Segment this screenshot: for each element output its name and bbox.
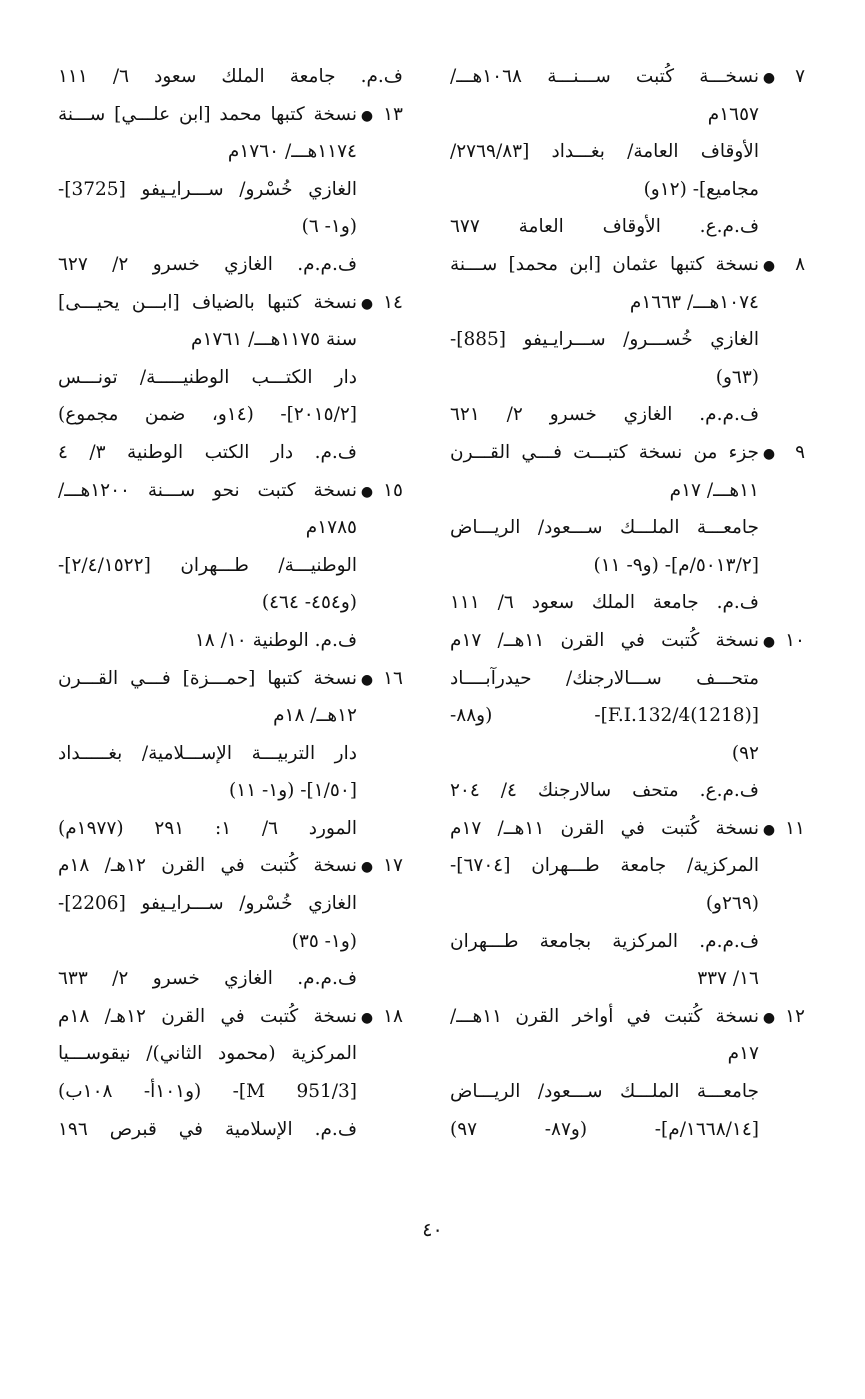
entry-heading xyxy=(58,472,403,510)
entry-line: ١١هـــ/ ١٧م xyxy=(669,479,759,501)
entry-line: المركزية/ جامعة طـــهران [٦٧٠٤]- xyxy=(450,855,759,877)
list-item xyxy=(58,58,403,96)
entry-heading xyxy=(450,434,805,472)
list-item xyxy=(450,810,805,998)
entry-line: الأوقاف العامة/ بغـــداد [٢٧٦٩/٨٣/ xyxy=(450,141,759,163)
entry-line: ف.م.ع. الأوقاف العامة ٦٧٧ xyxy=(450,216,759,238)
entry-line: متحـــف ســـالارجنك/ حيدرآبــــاد xyxy=(450,667,759,689)
entry-line: ف.م.م. الغازي خسرو ٢/ ٦٢٧ xyxy=(58,253,358,275)
entry-number: ١٤ xyxy=(383,291,403,313)
bullet-icon: ● xyxy=(360,671,374,688)
entry-line: ف.م. جامعة الملك سعود ٦/ ١١١ xyxy=(58,66,403,87)
entry-heading xyxy=(450,622,805,660)
entry-line: جزء من نسخة كتبـــت فـــي القـــرن xyxy=(450,441,759,463)
left-column xyxy=(58,58,403,1148)
entry-number: ١٦ xyxy=(383,667,403,689)
page-number: ٤٠ xyxy=(422,1219,443,1241)
entry-line: ف.م.م. المركزية بجامعة طـــهران xyxy=(450,930,759,952)
entry-line: ف.م.ع. متحف سالارجنك ٤/ ٢٠٤ xyxy=(450,780,759,802)
list-item xyxy=(450,622,805,810)
entry-number: ٨ xyxy=(795,253,805,275)
bullet-icon: ● xyxy=(762,257,776,274)
bullet-icon: ● xyxy=(762,445,776,462)
entry-line: [M 951/3]- (و١٠١أ- ١٠٨ب) xyxy=(58,1081,357,1103)
entry-heading xyxy=(450,58,805,96)
bullet-icon: ● xyxy=(762,821,776,838)
entry-line: ف.م.م. الغازي خسرو ٢/ ٦٣٣ xyxy=(58,968,358,990)
entry-line: الغازي خُسْرو/ ســـرايـيفو [3725]- xyxy=(58,178,357,200)
entry-heading xyxy=(450,246,805,284)
entry-line: مجاميع]- (١٢و) xyxy=(643,178,759,200)
bullet-icon: ● xyxy=(360,859,374,876)
entry-line: سنة ١١٧٥هـــ/ ١٧٦١م xyxy=(191,329,357,351)
list-item xyxy=(58,284,403,472)
list-item xyxy=(58,847,403,997)
entry-line: [(1218)F.I.132/4]- (و٨٨- xyxy=(450,705,759,727)
entry-line: نسخة كتبها بالضياف [ابـــن يحيـــى] xyxy=(58,291,357,313)
entry-line: نسخة كتبت نحو ســـنة ١٢٠٠هـــ/ xyxy=(58,479,357,501)
entry-line: (و٤٥٤- ٤٦٤) xyxy=(261,592,357,614)
entry-line: ف.م. الإسلامية في قبرص ١٩٦ xyxy=(58,1118,357,1140)
entry-number: ١٥ xyxy=(383,479,403,501)
entry-line: الغازي خُســـرو/ ســـرايـيفو [885]- xyxy=(450,329,759,351)
entry-line: جامعـــة الملـــك ســـعود/ الريـــاض xyxy=(450,1081,759,1103)
entry-heading xyxy=(58,284,403,322)
list-item xyxy=(58,998,403,1148)
list-item xyxy=(58,660,403,848)
entry-line: المركزية (محمود الثاني)/ نيقوســـيا xyxy=(58,1043,357,1065)
entry-line: جامعـــة الملـــك ســـعود/ الريـــاض xyxy=(450,517,759,539)
bullet-icon: ● xyxy=(360,483,374,500)
entry-line: (و١- ٣٥) xyxy=(291,930,357,952)
bullet-icon: ● xyxy=(360,1009,374,1026)
entry-line: نسخـــة كُتبت ســـنـــة ١٠٦٨هـــ/ xyxy=(450,66,759,87)
entry-line: نسخة كُتبت في القرن ١٢هـ/ ١٨م xyxy=(58,1005,357,1027)
entry-line: (٦٣و) xyxy=(715,366,759,388)
list-item xyxy=(58,96,403,284)
entry-line: ١٦/ ٣٣٧ xyxy=(697,968,759,990)
list-item xyxy=(58,472,403,660)
entry-line: (٢٦٩و) xyxy=(705,893,759,915)
entry-line: ١١٧٤هـــ/ ١٧٦٠م xyxy=(227,141,357,163)
entry-line: نسخة كتبها عثمان [ابن محمد] ســـنة xyxy=(450,253,759,275)
entry-line: [٥٠١٣/٢/م]- (و٩- ١١) xyxy=(593,554,759,576)
entry-heading xyxy=(58,96,403,134)
entry-line: ١٧م xyxy=(727,1043,759,1065)
entry-line: نسخة كتبها [حمـــزة] فـــي القـــرن xyxy=(58,667,357,689)
bullet-icon: ● xyxy=(360,295,374,312)
entry-line: نسخة كُتبت في أواخر القرن ١١هـــ/ xyxy=(450,1005,759,1027)
entry-heading xyxy=(58,998,403,1036)
entry-line: نسخة كُتبت في القرن ١١هــ/ ١٧م xyxy=(450,629,759,651)
entry-line: ١٢هــ/ ١٨م xyxy=(273,705,357,727)
entry-number: ١٠ xyxy=(785,629,805,651)
entry-line: دار الكتـــب الوطنيـــــة/ تونـــس xyxy=(58,366,357,388)
entry-line: [١٦٦٨/١٤/م]- (و٨٧- ٩٧) xyxy=(450,1118,759,1140)
entry-line: ١٧٨٥م xyxy=(305,517,357,539)
bullet-icon: ● xyxy=(360,107,374,124)
entry-line: (و١- ٦) xyxy=(301,216,357,238)
entry-number: ١٨ xyxy=(383,1005,403,1027)
right-column xyxy=(450,58,805,1148)
entry-line: ١٦٥٧م xyxy=(707,103,759,125)
entry-number: ٩ xyxy=(795,441,805,463)
entry-line: [١/٥٠]- (و١- ١١) xyxy=(229,780,357,802)
entry-heading xyxy=(58,660,403,698)
entry-number: ١٣ xyxy=(383,103,403,125)
entry-heading xyxy=(450,810,805,848)
entry-number: ١٧ xyxy=(383,855,403,877)
entry-line: [٢٠١٥/٢]- (١٤و، ضمن مجموع) xyxy=(58,404,357,426)
list-item xyxy=(450,434,805,622)
entry-line: نسخة كُتبت في القرن ١١هــ/ ١٧م xyxy=(450,817,759,839)
bullet-icon: ● xyxy=(762,1009,776,1026)
entry-line: ١٠٧٤هـــ/ ١٦٦٣م xyxy=(629,291,759,313)
entry-line: ف.م. دار الكتب الوطنية ٣/ ٤ xyxy=(58,441,357,463)
entry-line: نسخة كُتبت في القرن ١٢هـ/ ١٨م xyxy=(58,855,357,877)
entry-number: ١٢ xyxy=(785,1005,805,1027)
entry-line: الوطنيـــة/ طـــهران [٢/٤/١٥٢٢]- xyxy=(58,554,357,576)
entry-heading xyxy=(58,847,403,885)
entry-number: ٧ xyxy=(795,66,805,87)
entry-line: نسخة كتبها محمد [ابن علـــي] ســـنة xyxy=(58,103,357,125)
list-item xyxy=(450,998,805,1148)
list-item xyxy=(450,58,805,246)
entry-line: المورد ٦/ ١: ٢٩١ (١٩٧٧م) xyxy=(58,817,357,839)
entry-line: ف.م. الوطنية ١٠/ ١٨ xyxy=(194,629,357,651)
list-item xyxy=(450,246,805,434)
entry-heading xyxy=(450,998,805,1036)
entry-line: الغازي خُسْرو/ ســـرايـيفو [2206]- xyxy=(58,893,357,915)
bullet-icon: ● xyxy=(762,70,776,86)
entry-line: ٩٢) xyxy=(731,742,759,764)
entry-number: ١١ xyxy=(785,817,805,839)
entry-line: ف.م.م. الغازي خسرو ٢/ ٦٢١ xyxy=(450,404,760,426)
entry-line: ف.م. جامعة الملك سعود ٦/ ١١١ xyxy=(450,592,759,614)
entry-line: دار التربيـــة الإســـلامية/ بغـــــداد xyxy=(58,742,357,764)
bullet-icon: ● xyxy=(762,633,776,650)
